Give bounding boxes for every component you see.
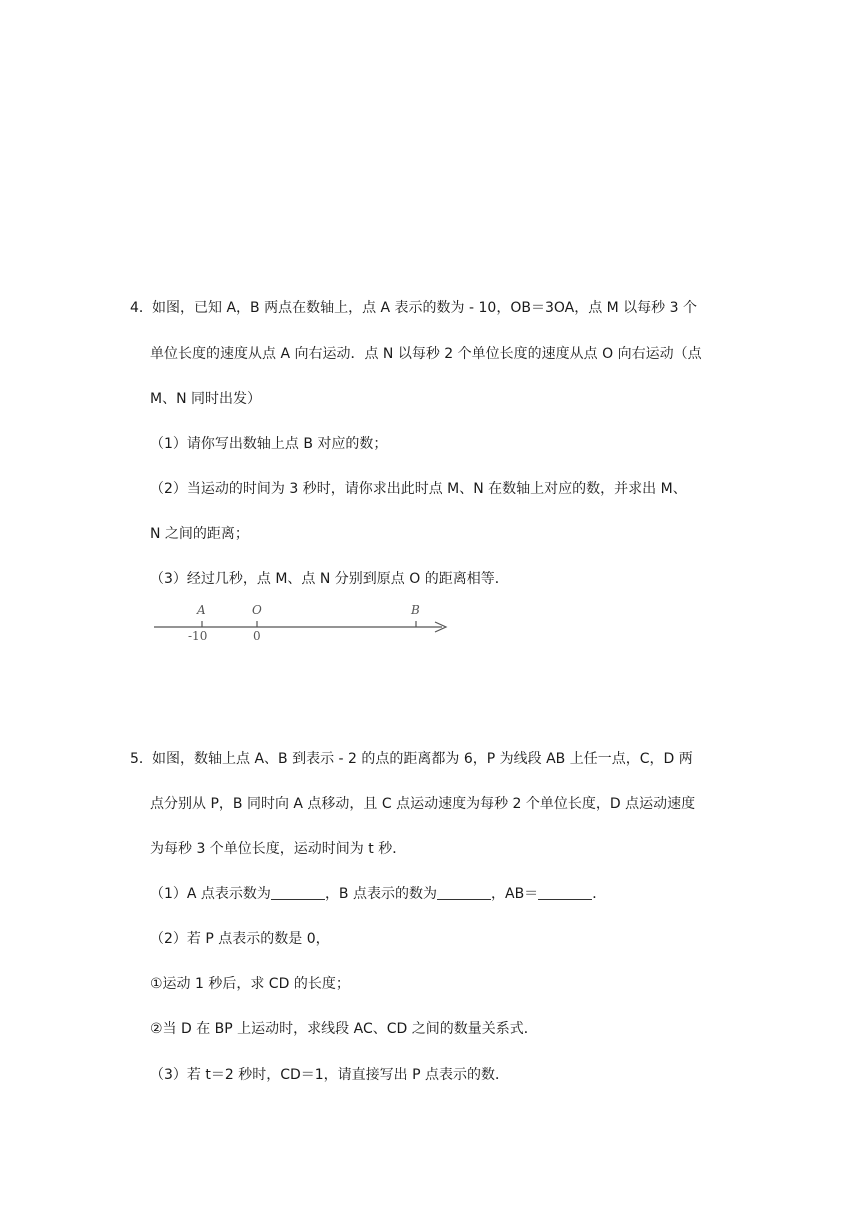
problem-5-question-1 — [150, 884, 606, 904]
problem-5-line-1: 如图，数轴上点 A、B 到表示 - 2 的点的距离都为 6，P 为线段 AB 上任一点，C，D 两 — [152, 751, 693, 767]
problem-5-question-2-1: ①运动 1 秒后，求 CD 的长度； — [150, 976, 350, 992]
q1-part-b: ，B 点表示的数为 — [324, 886, 437, 902]
problem-5-number: 5． — [130, 751, 153, 767]
problem-4-question-2b: N 之间的距离； — [150, 526, 249, 542]
number-line-figure — [150, 600, 460, 646]
problem-4-line-3: M、N 同时出发） — [150, 391, 262, 407]
problem-4-line-2: 单位长度的速度从点 A 向右运动．点 N 以每秒 2 个单位长度的速度从点 O 向右运动（点 — [150, 346, 702, 362]
label-o: O — [252, 603, 262, 617]
problem-4-question-3: （3）经过几秒，点 M、点 N 分别到原点 O 的距离相等． — [150, 571, 509, 587]
answer-blank-ab[interactable] — [538, 885, 592, 900]
answer-blank-b[interactable] — [437, 885, 491, 900]
problem-5-question-2: （2）若 P 点表示的数是 0， — [150, 931, 330, 947]
label-b: B — [411, 603, 420, 617]
problem-4-question-2a: （2）当运动的时间为 3 秒时，请你求出此时点 M、N 在数轴上对应的数，并求出 M、 — [150, 481, 687, 497]
tick-label-a: -10 — [188, 629, 208, 643]
label-a: A — [197, 603, 206, 617]
q1-part-d: ． — [592, 886, 607, 902]
answer-blank-a[interactable] — [271, 885, 325, 900]
problem-4-number: 4． — [130, 300, 153, 316]
problem-5-line-3: 为每秒 3 个单位长度，运动时间为 t 秒． — [150, 841, 407, 857]
tick-label-o: 0 — [253, 629, 261, 643]
problem-5-line-2: 点分别从 P，B 同时向 A 点移动，且 C 点运动速度为每秒 2 个单位长度，D 点运动速度 — [150, 796, 696, 812]
problem-5-question-2-2: ②当 D 在 BP 上运动时，求线段 AC、CD 之间的数量关系式． — [150, 1021, 538, 1037]
problem-4-question-1: （1）请你写出数轴上点 B 对应的数； — [150, 436, 388, 452]
q1-part-c: ，AB＝ — [491, 886, 539, 902]
q1-part-a: （1）A 点表示数为 — [150, 886, 271, 902]
problem-5-question-3: （3）若 t＝2 秒时，CD＝1，请直接写出 P 点表示的数． — [150, 1067, 510, 1083]
problem-4-line-1: 如图，已知 A，B 两点在数轴上，点 A 表示的数为 - 10，OB＝3OA，点 M 以每秒 3 个 — [152, 300, 697, 316]
